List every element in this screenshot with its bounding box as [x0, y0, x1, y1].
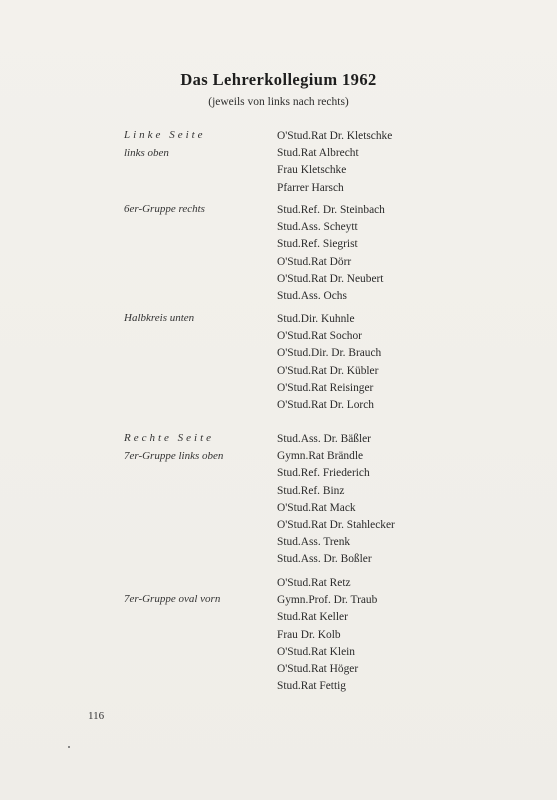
name-item: Stud.Rat Fettig [277, 680, 346, 693]
name-item: Frau Dr. Kolb [277, 628, 341, 641]
section-heading: Linke Seite [124, 129, 206, 141]
name-item: O'Stud.Rat Höger [277, 662, 359, 675]
name-item: Stud.Ass. Trenk [277, 536, 351, 549]
name-item: O'Stud.Rat Dr. Kübler [277, 364, 379, 377]
name-item: Stud.Ass. Dr. Bäßler [277, 433, 371, 445]
name-item: Stud.Ref. Friederich [277, 467, 370, 480]
name-item: O'Stud.Rat Dr. Neubert [277, 272, 384, 285]
name-item: Gymn.Rat Brändle [277, 450, 364, 463]
group-label: 7er-Gruppe links oben [124, 450, 224, 462]
name-item: O'Stud.Rat Reisinger [277, 381, 374, 394]
name-list [277, 431, 537, 569]
name-item: Stud.Ass. Ochs [277, 289, 347, 302]
name-item: Stud.Ass. Dr. Boßler [277, 553, 372, 566]
name-item: O'Stud.Rat Sochor [277, 330, 362, 343]
name-item: O'Stud.Rat Retz [277, 577, 351, 589]
group-label: 7er-Gruppe oval vorn [124, 593, 221, 605]
name-item: Stud.Rat Albrecht [277, 147, 359, 160]
name-item: Stud.Rat Keller [277, 611, 348, 624]
name-item: O'Stud.Rat Dörr [277, 255, 352, 268]
name-item: Frau Kletschke [277, 164, 347, 177]
name-item: O'Stud.Rat Mack [277, 501, 356, 514]
name-item: O'Stud.Rat Dr. Lorch [277, 398, 374, 411]
name-item: Stud.Dir. Kuhnle [277, 313, 355, 325]
paper-speck [68, 746, 70, 748]
name-list [277, 575, 537, 695]
name-item: Stud.Ref. Binz [277, 484, 345, 497]
name-list [277, 128, 537, 197]
name-item: O'Stud.Rat Klein [277, 645, 355, 658]
name-item: O'Stud.Dir. Dr. Brauch [277, 347, 382, 360]
name-item: O'Stud.Rat Dr. Stahlecker [277, 518, 395, 531]
group-label: links oben [124, 147, 169, 159]
name-item: O'Stud.Rat Dr. Kletschke [277, 130, 393, 142]
name-item: Gymn.Prof. Dr. Traub [277, 594, 378, 607]
name-item: Stud.Ref. Dr. Steinbach [277, 204, 385, 216]
group-label: Halbkreis unten [124, 312, 195, 324]
section-heading: Rechte Seite [124, 432, 215, 444]
name-item: Pfarrer Harsch [277, 181, 344, 194]
page-title: Das Lehrerkollegium 1962 [180, 70, 377, 89]
name-item: Stud.Ass. Scheytt [277, 221, 358, 234]
name-item: Stud.Ref. Siegrist [277, 238, 358, 251]
group-label: 6er-Gruppe rechts [124, 203, 205, 215]
page-number: 116 [88, 710, 105, 722]
name-list [277, 311, 537, 414]
name-list [277, 202, 537, 305]
page-subtitle: (jeweils von links nach rechts) [208, 96, 349, 108]
